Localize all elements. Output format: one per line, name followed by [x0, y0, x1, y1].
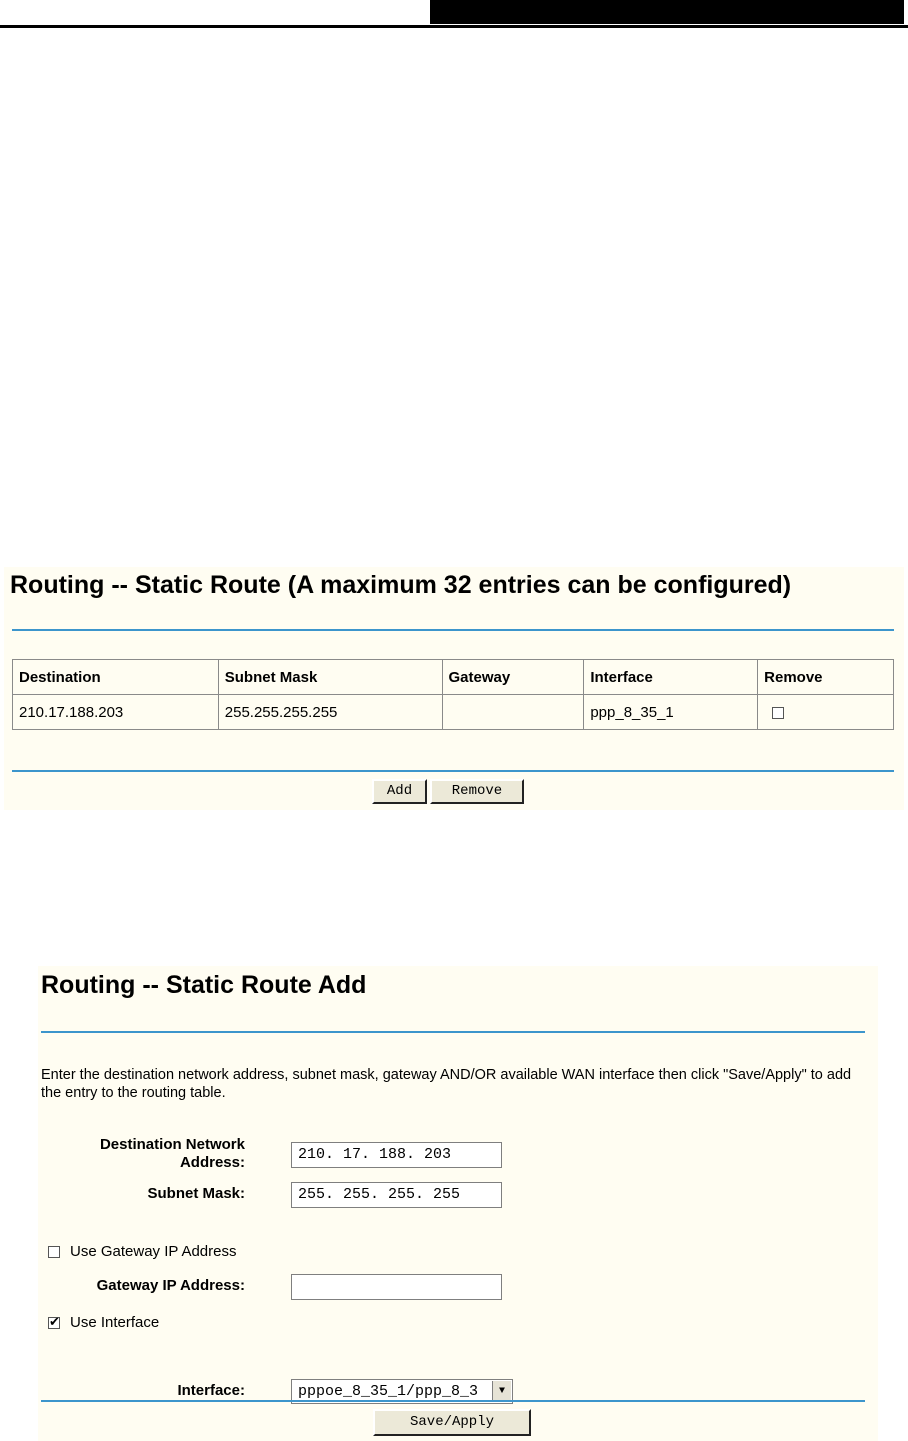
col-gateway: Gateway	[442, 660, 584, 695]
description-text: Enter the destination network address, subnet mask, gateway AND/OR available WAN interface then click "Save/Apply" to add the entry to the routing table.	[41, 1067, 852, 1101]
divider	[41, 1031, 865, 1033]
col-interface: Interface	[584, 660, 758, 695]
header-rule	[0, 25, 908, 28]
routes-table	[12, 659, 894, 730]
col-subnet-mask: Subnet Mask	[218, 660, 442, 695]
use-interface-row	[48, 1314, 159, 1331]
cell-interface: ppp_8_35_1	[584, 695, 758, 730]
cell-destination: 210.17.188.203	[13, 695, 219, 730]
remove-checkbox[interactable]	[772, 707, 784, 719]
cell-subnet-mask: 255.255.255.255	[218, 695, 442, 730]
divider	[41, 1400, 865, 1402]
col-destination: Destination	[13, 660, 219, 695]
subnet-mask-label: Subnet Mask:	[147, 1185, 245, 1202]
destination-label	[38, 1136, 245, 1172]
use-gateway-label: Use Gateway IP Address	[70, 1243, 237, 1260]
interface-label: Interface:	[177, 1382, 245, 1399]
subnet-mask-input[interactable]: 255. 255. 255. 255	[291, 1182, 502, 1208]
use-gateway-row	[48, 1243, 236, 1260]
page-title: Routing -- Static Route Add	[41, 971, 367, 999]
divider	[12, 770, 894, 772]
gateway-label: Gateway IP Address:	[96, 1277, 245, 1294]
table-header-row	[13, 660, 894, 695]
destination-label-line1: Destination Network	[99, 1136, 245, 1153]
interface-select-value: pppoe_8_35_1/ppp_8_3	[298, 1383, 479, 1400]
divider	[12, 629, 894, 631]
header-black-bar	[430, 0, 904, 24]
destination-input[interactable]: 210. 17. 188. 203	[291, 1142, 502, 1168]
chevron-down-icon[interactable]: ▼	[492, 1381, 511, 1402]
save-apply-button[interactable]: Save/Apply	[373, 1409, 531, 1436]
table-row	[13, 695, 894, 730]
static-route-list-panel	[4, 567, 904, 810]
col-remove: Remove	[758, 660, 894, 695]
cell-remove	[758, 695, 894, 730]
gateway-input[interactable]	[291, 1274, 502, 1300]
page-title: Routing -- Static Route (A maximum 32 entries can be configured)	[10, 571, 792, 599]
remove-button[interactable]: Remove	[430, 779, 524, 804]
cell-gateway	[442, 695, 584, 730]
use-gateway-checkbox[interactable]	[48, 1246, 60, 1258]
static-route-add-panel	[38, 966, 878, 1441]
add-button[interactable]: Add	[372, 779, 427, 804]
destination-label-line2: Address:	[179, 1154, 245, 1171]
use-interface-checkbox[interactable]	[48, 1317, 60, 1329]
use-interface-label: Use Interface	[70, 1314, 160, 1331]
